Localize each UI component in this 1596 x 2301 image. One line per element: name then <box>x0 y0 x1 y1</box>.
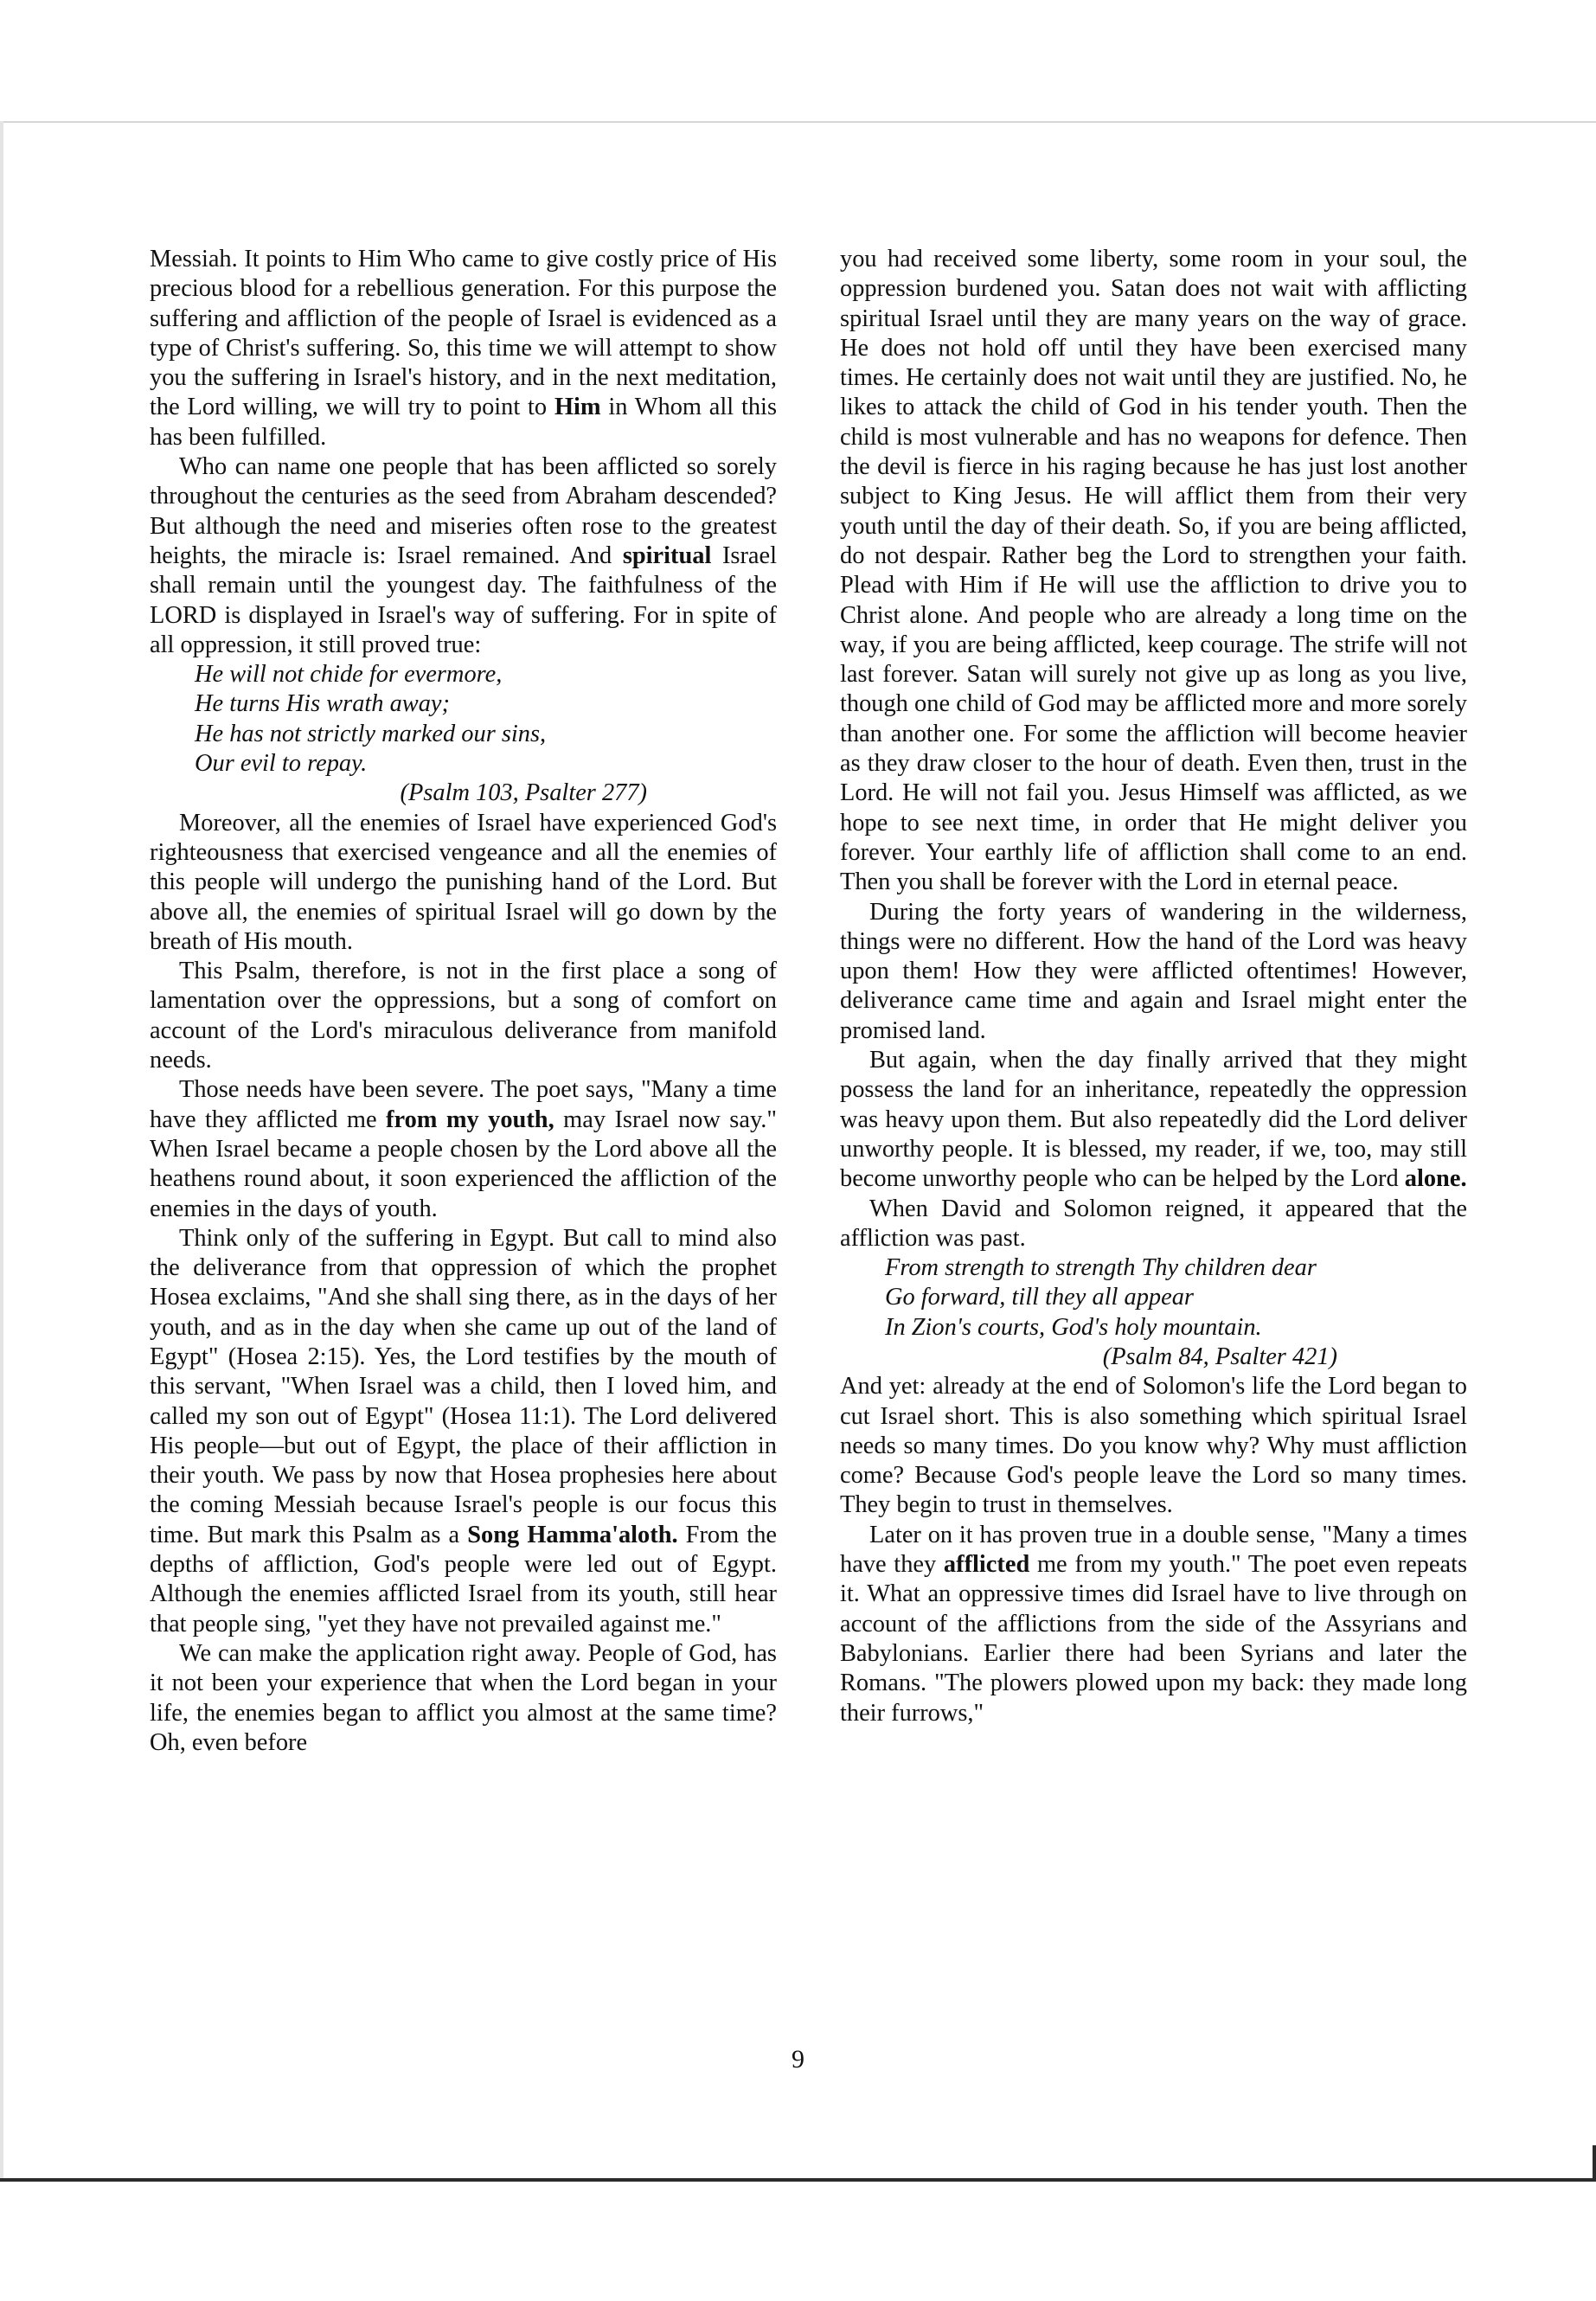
bold-text: spiritual <box>622 542 712 569</box>
right-column <box>840 245 1467 1728</box>
paragraph <box>150 809 777 957</box>
scan-edge-right <box>1593 2145 1596 2180</box>
verse-line: He turns His wrath away; <box>195 690 450 718</box>
scan-edge-top <box>0 121 1596 123</box>
verse-line: Our evil to repay. <box>195 750 368 778</box>
verse-quote <box>840 1253 1467 1343</box>
verse-line: He has not strictly marked our sins, <box>195 720 547 747</box>
paragraph <box>150 957 777 1075</box>
paragraph <box>840 1195 1467 1254</box>
verse-line: He will not chide for evermore, <box>195 661 503 689</box>
paragraph <box>840 245 1467 898</box>
text-run: Think only of the suffering in Egypt. But call to mind also the deliverance from that oppression of which the prophet Hosea exclaims, "And she shall sing there, as in the days of her youth, and as in the day when she came up out of the land of Egypt" (Hosea 2:15). Yes, the Lord testifies by the mouth of this servant, "When Israel was a child, then I loved him, and called my son out of Egypt" (Hosea 11:1). The Lord delivered His people—but out of Egypt, the place of their affliction in their youth. We pass by now that Hosea prophesies here about the coming Messiah because Israel's people is our focus this time. But mark this Psalm as a <box>150 1224 777 1548</box>
text-run: you had received some liberty, some room in your soul, the oppression burdened you. Satan does not wait with afflicting spiritual Israel until they are many years on the way of grace. He does not hold off until they have been exercised many times. He certainly does not wait until they are justified. No, he likes to attack the child of God in his tender youth. Then the child is most vulnerable and has no weapons for defence. Then the devil is fierce in his raging because he has just lost another subject to King Jesus. He will afflict them from their very youth until the day of their death. So, if you are being afflicted, do not despair. Rather beg the Lord to strengthen your faith. Plead with Him if He will use the affliction to drive you to Christ alone. And people who are already a long time on the way, if you are being afflicted, keep courage. The strife will not last forever. Satan will surely not give up as long as you live, though one child of God may be afflicted more and more sorely than another one. For some the affliction will become heavier as they draw closer to the hour of death. Even then, trust in the Lord. He will not fail you. Jesus Himself was afflicted, as we hope to see next time, in order that He might deliver you forever. Your earthly life of affliction shall come to an end. Then you shall be forever with the Lord in eternal peace. <box>840 246 1467 896</box>
text-run: Moreover, all the enemies of Israel have experienced God's righteousness that exercised vengeance and all the enemies of this people will undergo the punishing hand of the Lord. But above all, the enemies of spiritual Israel will go down by the breath of His mouth. <box>150 809 777 955</box>
scan-edge-bottom <box>0 2178 1596 2182</box>
scan-edge-left <box>0 121 3 2180</box>
left-column <box>150 245 777 1758</box>
text-run: We can make the application right away. People of God, has it not been your experience that when the Lord began in your life, the enemies began to afflict you almost at the same time? Oh, even before <box>150 1639 777 1756</box>
paragraph <box>840 1372 1467 1520</box>
text-run: may Israel now say." When Israel became a people chosen by the Lord above all the heathens round about, it soon experienced the affliction of the enemies in the days of youth. <box>150 1106 777 1222</box>
text-run: me from my youth." The poet even repeats it. What an oppressive times did Israel have to live through on account of the afflictions from the side of the Assyrians and Babylonians. Earlier there had been Syrians and later the Romans. "The plowers plowed upon my back: they made long their furrows," <box>840 1551 1467 1727</box>
text-run: Israel shall remain until the youngest day. The faithfulness of the LORD is displayed in Israel's way of suffering. For in spite of all oppression, it still proved true: <box>150 542 777 658</box>
paragraph <box>150 245 777 452</box>
bold-text: afflicted <box>943 1551 1030 1579</box>
verse-reference: (Psalm 103, Psalter 277) <box>400 779 647 807</box>
text-run: Messiah. It points to Him Who came to give costly price of His precious blood for a rebellious generation. For this purpose the suffering and affliction of the people of Israel is evidenced as a type of Christ's suffering. So, this time we will attempt to show you the suffering in Israel's history, and in the next meditation, the Lord willing, we will try to point to <box>150 246 777 421</box>
verse-line: From strength to strength Thy children dear <box>885 1254 1317 1282</box>
text-run: During the forty years of wandering in the wilderness, things were no different. How the hand of the Lord was heavy upon them! How they were afflicted oftentimes! However, deliverance came time and again and Israel might enter the promised land. <box>840 898 1467 1044</box>
verse-line: In Zion's courts, God's holy mountain. <box>885 1313 1262 1341</box>
text-run: From the depths of affliction, God's people were led out of Egypt. Although the enemies afflicted Israel from its youth, still hear that people sing, "yet they have not prevailed against me." <box>150 1521 777 1638</box>
paragraph <box>840 898 1467 1046</box>
bold-text: Him <box>554 394 601 421</box>
verse-line: Go forward, till they all appear <box>885 1284 1194 1311</box>
paragraph <box>150 1639 777 1758</box>
text-run: Who can name one people that has been afflicted so sorely throughout the centuries as the seed from Abraham descended? But although the need and miseries often rose to the greatest heights, the miracle is: Israel remained. And <box>150 453 777 569</box>
text-run: But again, when the day finally arrived that they might possess the land for an inheritance, repeatedly the oppression was heavy upon them. But also repeatedly did the Lord deliver unworthy people. It is blessed, my reader, if we, too, may still become unworthy people who can be helped by the Lord <box>840 1047 1467 1193</box>
text-run: Later on it has proven true in a double sense, "Many a times have they <box>840 1521 1467 1579</box>
bold-text: Song Hamma'aloth. <box>467 1521 678 1548</box>
paragraph <box>150 1224 777 1639</box>
text-run: When David and Solomon reigned, it appeared that the affliction was past. <box>840 1195 1467 1252</box>
paragraph <box>840 1046 1467 1194</box>
text-run: in Whom all this has been fulfilled. <box>150 394 777 451</box>
text-run: Those needs have been severe. The poet says, "Many a time have they afflicted me <box>150 1076 777 1133</box>
paragraph <box>840 1521 1467 1728</box>
verse-reference: (Psalm 84, Psalter 421) <box>1102 1343 1337 1370</box>
bold-text: from my youth, <box>386 1106 554 1133</box>
bold-text: alone. <box>1404 1165 1467 1193</box>
page-number: 9 <box>792 2045 804 2073</box>
text-run: And yet: already at the end of Solomon's life the Lord began to cut Israel short. This is also something which spiritual Israel needs so many times. Do you know why? Why must affliction come? Because God's people leave the Lord so many times. They begin to trust in themselves. <box>840 1373 1467 1519</box>
text-run: This Psalm, therefore, is not in the first place a song of lamentation over the oppressions, but a song of comfort on account of the Lord's miraculous deliverance from manifold needs. <box>150 958 777 1074</box>
paragraph <box>150 452 777 660</box>
paragraph <box>150 1075 777 1223</box>
verse-quote <box>150 660 777 779</box>
